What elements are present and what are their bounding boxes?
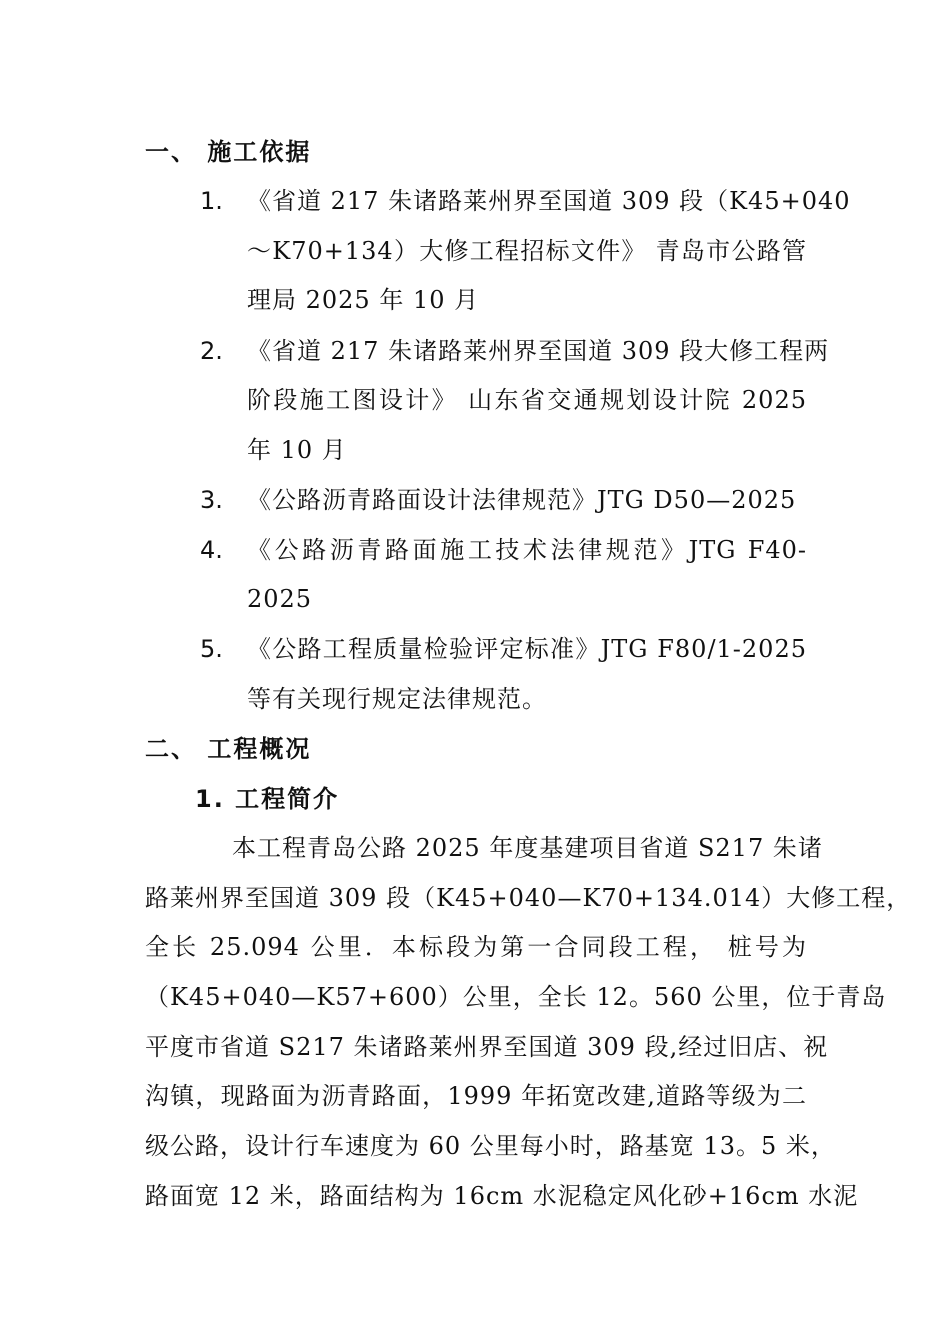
list-item-line: 等有关现行规定法律规范。 (247, 685, 547, 713)
section-heading-basis: 一、 施工依据 (145, 138, 312, 166)
list-item-line: 2025 (247, 585, 313, 613)
list-item-line: 《公路工程质量检验评定标准》JTG F80/1-2025 (247, 635, 807, 663)
list-number: 5. (200, 635, 223, 663)
paragraph-line: 全长 25.094 公里．本标段为第一合同段工程， 桩号为 (145, 933, 807, 961)
list-number: 2. (200, 337, 223, 365)
paragraph-line: 路莱州界至国道 309 段（K45+040—K70+134.014）大修工程， (145, 884, 912, 912)
list-number: 3. (200, 486, 223, 514)
sub-heading-introduction: 1. 工程简介 (195, 785, 340, 813)
list-number: 1. (200, 187, 223, 215)
paragraph-line: 平度市省道 S217 朱诸路莱州界至国道 309 段,经过旧店、祝 (145, 1033, 829, 1061)
list-item-line: ～K70+134）大修工程招标文件》 青岛市公路管 (247, 237, 807, 265)
list-item-line: 《公路沥青路面设计法律规范》JTG D50—2025 (247, 486, 797, 514)
list-item-line: 阶段施工图设计》 山东省交通规划设计院 2025 (247, 386, 807, 414)
section-heading-overview: 二、 工程概况 (145, 735, 312, 763)
list-number: 4. (200, 536, 223, 564)
list-item-line: 《省道 217 朱诸路莱州界至国道 309 段（K45+040 (247, 187, 851, 215)
list-item-line: 理局 2025 年 10 月 (247, 286, 480, 314)
paragraph-line: 级公路，设计行车速度为 60 公里每小时，路基宽 13。5 米， (145, 1132, 836, 1160)
paragraph-line: 路面宽 12 米，路面结构为 16cm 水泥稳定风化砂+16cm 水泥 (145, 1182, 859, 1210)
paragraph-line: 沟镇，现路面为沥青路面，1999 年拓宽改建,道路等级为二 (145, 1082, 807, 1110)
paragraph-line: 本工程青岛公路 2025 年度基建项目省道 S217 朱诸 (232, 834, 823, 862)
paragraph-line: （K45+040—K57+600）公里，全长 12。560 公里，位于青岛 (145, 983, 887, 1011)
list-item-line: 《公路沥青路面施工技术法律规范》JTG F40- (247, 536, 807, 564)
list-item-line: 《省道 217 朱诸路莱州界至国道 309 段大修工程两 (247, 337, 830, 365)
list-item-line: 年 10 月 (247, 436, 347, 464)
